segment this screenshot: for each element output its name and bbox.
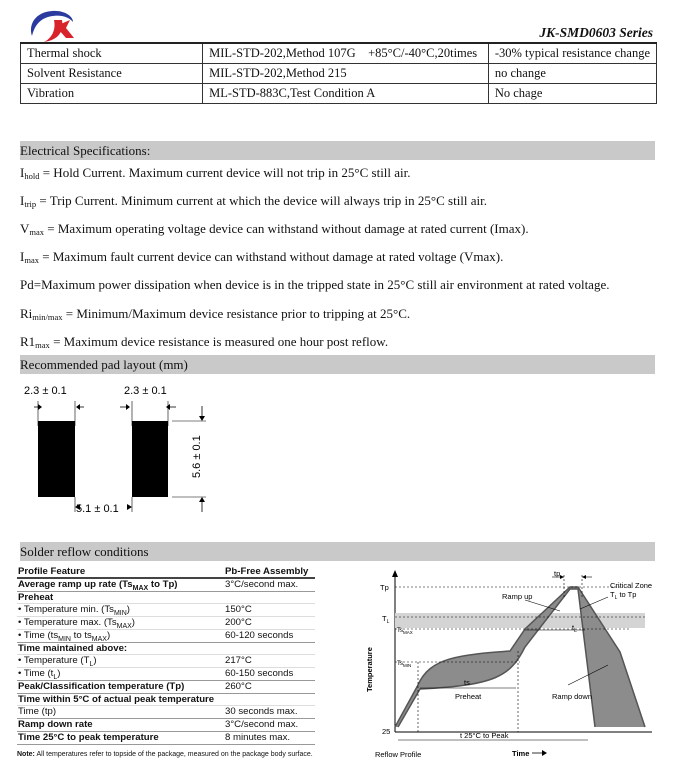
label-text: ) bbox=[93, 655, 97, 667]
table-header bbox=[17, 566, 315, 579]
tl-text: T bbox=[382, 614, 387, 623]
row-label: Time 25°C to peak temperature bbox=[18, 731, 159, 743]
cz-sub: L bbox=[614, 595, 618, 601]
dim-width-right-label: 2.3 ± 0.1 bbox=[124, 385, 167, 397]
row-value: 217°C bbox=[225, 655, 252, 667]
test-result: No chage bbox=[488, 84, 656, 104]
ts-label: ts bbox=[464, 678, 470, 687]
label-sub: MIN bbox=[58, 635, 71, 643]
row-label: Peak/Classification temperature (Tp) bbox=[18, 680, 185, 692]
label-sub: MAX bbox=[132, 584, 149, 592]
series-title: JK-SMD0603 Series bbox=[539, 25, 653, 40]
pad-layout-drawing bbox=[14, 378, 224, 523]
tsmax-text: Ts bbox=[397, 628, 403, 634]
label-text: • Temperature min. (Ts bbox=[18, 604, 114, 616]
table-row bbox=[17, 655, 315, 668]
def-text: = Maximum fault current device can withstand without damage at rated voltage (Vmax). bbox=[38, 249, 504, 264]
definition-pd bbox=[20, 277, 609, 293]
def-subscript: min/max bbox=[32, 312, 63, 322]
def-symbol: Pd bbox=[20, 277, 34, 292]
table-row bbox=[17, 681, 315, 694]
test-condition: MIL-STD-202,Method 107G +85°C/-40°C,20times bbox=[203, 43, 489, 64]
test-result: no change bbox=[488, 64, 656, 84]
definition-vmax bbox=[20, 221, 529, 237]
label-sub: L bbox=[53, 673, 58, 681]
dim-width-left-label: 2.3 ± 0.1 bbox=[24, 385, 67, 397]
critical-zone-range-label bbox=[610, 590, 636, 601]
arrowhead bbox=[127, 504, 132, 510]
reflow-profile-caption: Reflow Profile bbox=[375, 750, 422, 759]
pad-right bbox=[132, 421, 168, 497]
table-row bbox=[21, 64, 657, 84]
ramp-down-label: Ramp down bbox=[552, 692, 593, 701]
table-row bbox=[17, 719, 315, 732]
pad-left bbox=[38, 421, 75, 497]
label-text: ) bbox=[131, 617, 135, 628]
row-label bbox=[18, 655, 97, 668]
test-condition: ML-STD-883C,Test Condition A bbox=[203, 84, 489, 104]
environmental-test-table bbox=[20, 42, 657, 104]
def-text: =Maximum power dissipation when device is in the tripped state in 25°C still air environment at rated voltage. bbox=[33, 277, 610, 292]
definition-itrip bbox=[20, 193, 487, 209]
def-subscript: hold bbox=[24, 171, 40, 181]
def-symbol: I bbox=[20, 193, 25, 208]
reflow-conditions-table bbox=[17, 566, 315, 745]
row-value: 8 minutes max. bbox=[225, 731, 291, 743]
test-name: Vibration bbox=[21, 84, 203, 104]
table-row bbox=[17, 643, 315, 656]
def-text: = Maximum operating voltage device can withstand without damage at rated current (Imax). bbox=[44, 221, 529, 236]
row-label bbox=[18, 579, 178, 592]
row-value: 3°C/second max. bbox=[225, 578, 299, 590]
preheat-label: Preheat bbox=[455, 692, 482, 701]
test-name: Thermal shock bbox=[21, 43, 203, 64]
tsmin-text: Ts bbox=[397, 661, 403, 667]
def-subscript: max bbox=[35, 340, 50, 350]
row-value: 60-120 seconds bbox=[225, 629, 294, 641]
arrowhead bbox=[199, 497, 205, 502]
row-value: 30 seconds max. bbox=[225, 706, 298, 718]
definition-imax bbox=[20, 249, 503, 265]
arrowhead bbox=[560, 575, 564, 579]
reflow-note bbox=[17, 750, 317, 759]
reflow-profile-diagram bbox=[360, 567, 660, 767]
row-label bbox=[18, 668, 60, 681]
definition-r1max bbox=[20, 334, 388, 350]
row-value: 60-150 seconds bbox=[225, 668, 294, 679]
cz-text: T bbox=[610, 590, 615, 599]
def-symbol: I bbox=[20, 165, 25, 180]
critical-zone-label: Critical Zone bbox=[610, 581, 653, 590]
table-row bbox=[17, 592, 315, 605]
tsmin-label bbox=[397, 661, 411, 668]
def-text: = Minimum/Maximum device resistance prior to tripping at 25°C. bbox=[62, 306, 411, 321]
table-row bbox=[17, 579, 315, 592]
definition-ihold bbox=[20, 165, 411, 181]
def-subscript: max bbox=[24, 255, 39, 265]
x-axis-label: Time bbox=[512, 749, 530, 758]
row-label: Time within 5°C of actual peak temperature bbox=[18, 693, 215, 705]
label-text: • Temperature max. (Ts bbox=[18, 617, 117, 628]
electrical-specs-heading: Electrical Specifications: bbox=[20, 141, 655, 160]
table-row bbox=[17, 604, 315, 617]
label-sub: MAX bbox=[91, 635, 107, 643]
label-text: to Tp) bbox=[148, 578, 178, 590]
row-label: Preheat bbox=[18, 591, 54, 603]
test-result: -30% typical resistance change bbox=[488, 43, 656, 64]
column-header-assembly: Pb-Free Assembly bbox=[225, 566, 309, 577]
cz-text: to Tp bbox=[617, 590, 637, 599]
y-axis-arrow bbox=[392, 570, 398, 577]
def-text: = Maximum device resistance is measured one hour post reflow. bbox=[49, 334, 389, 349]
arrowhead bbox=[38, 404, 42, 410]
table-row bbox=[21, 84, 657, 104]
critical-zone-band bbox=[395, 613, 645, 628]
arrowhead bbox=[542, 750, 547, 756]
tl-time-text: t bbox=[572, 623, 575, 632]
dim-span-label: 5.1 ± 0.1 bbox=[76, 503, 119, 515]
label-text: Average ramp up rate (Ts bbox=[18, 578, 133, 590]
label-text: ) bbox=[57, 668, 61, 679]
table-row bbox=[17, 694, 315, 707]
table-row bbox=[17, 630, 315, 643]
table-row bbox=[17, 706, 315, 719]
note-text: All temperatures refer to topside of the package, measured on the package body surface. bbox=[34, 751, 313, 758]
table-row bbox=[21, 43, 657, 64]
label-sub: MAX bbox=[116, 622, 132, 630]
tp-top-label: tp bbox=[554, 569, 561, 578]
def-symbol: Ri bbox=[20, 306, 33, 321]
test-condition: MIL-STD-202,Method 215 bbox=[203, 64, 489, 84]
def-subscript: max bbox=[29, 227, 45, 237]
def-symbol: R1 bbox=[20, 334, 36, 349]
y-axis-label: Temperature bbox=[365, 647, 374, 692]
row-label: Time (tp) bbox=[18, 706, 57, 718]
definition-ri bbox=[20, 306, 410, 322]
arrowhead bbox=[76, 404, 80, 410]
tsmax-sub: MAX bbox=[403, 630, 413, 635]
label-text: ) bbox=[126, 604, 130, 616]
row-label bbox=[18, 630, 110, 643]
arrowhead bbox=[126, 404, 130, 410]
label-sub: MIN bbox=[113, 610, 127, 618]
t25-label: t 25°C to Peak bbox=[460, 731, 509, 740]
tl-sub: L bbox=[386, 619, 390, 625]
def-symbol: V bbox=[20, 221, 30, 236]
def-text: = Trip Current. Minimum current at which the device will always trip in 25°C still air. bbox=[36, 193, 488, 208]
label-text: • Temperature (T bbox=[18, 655, 90, 667]
tl-time-sub: L bbox=[574, 628, 577, 634]
row-label: Time maintained above: bbox=[18, 642, 128, 654]
ramp-up-label: Ramp up bbox=[502, 592, 533, 601]
logo-swoosh-red bbox=[44, 20, 62, 42]
def-symbol: I bbox=[20, 249, 25, 264]
row-value: 200°C bbox=[225, 617, 252, 628]
arrowhead bbox=[582, 575, 586, 579]
label-text: to ts bbox=[70, 629, 92, 641]
arrowhead bbox=[199, 416, 205, 421]
tp-axis-label: Tp bbox=[380, 583, 389, 592]
row-label: Ramp down rate bbox=[18, 719, 93, 730]
label-text: • Time (ts bbox=[18, 629, 59, 641]
label-sub: L bbox=[89, 661, 94, 669]
table-row bbox=[17, 668, 315, 681]
label-text: • Time (t bbox=[18, 668, 54, 679]
row-value: 3°C/second max. bbox=[225, 719, 299, 730]
test-name: Solvent Resistance bbox=[21, 64, 203, 84]
row-value: 150°C bbox=[225, 604, 252, 616]
row-value: 260°C bbox=[225, 680, 252, 692]
tsmax-label bbox=[397, 628, 413, 635]
def-text: = Hold Current. Maximum current device will not trip in 25°C still air. bbox=[39, 165, 411, 180]
row-label bbox=[18, 617, 135, 630]
def-subscript: trip bbox=[24, 199, 37, 209]
reflow-heading: Solder reflow conditions bbox=[20, 542, 655, 561]
company-logo bbox=[26, 8, 76, 44]
column-header-feature: Profile Feature bbox=[18, 566, 86, 577]
label-text: ) bbox=[106, 629, 111, 641]
dim-height-label: 5.6 ± 0.1 bbox=[191, 435, 203, 478]
tl-axis-label bbox=[382, 614, 390, 625]
y25-label: 25 bbox=[382, 727, 391, 736]
table-row bbox=[17, 617, 315, 630]
pad-layout-heading: Recommended pad layout (mm) bbox=[20, 355, 655, 374]
note-label: Note: bbox=[17, 751, 35, 758]
tsmin-sub: MIN bbox=[403, 663, 412, 668]
row-label bbox=[18, 604, 130, 617]
table-row bbox=[17, 732, 315, 745]
